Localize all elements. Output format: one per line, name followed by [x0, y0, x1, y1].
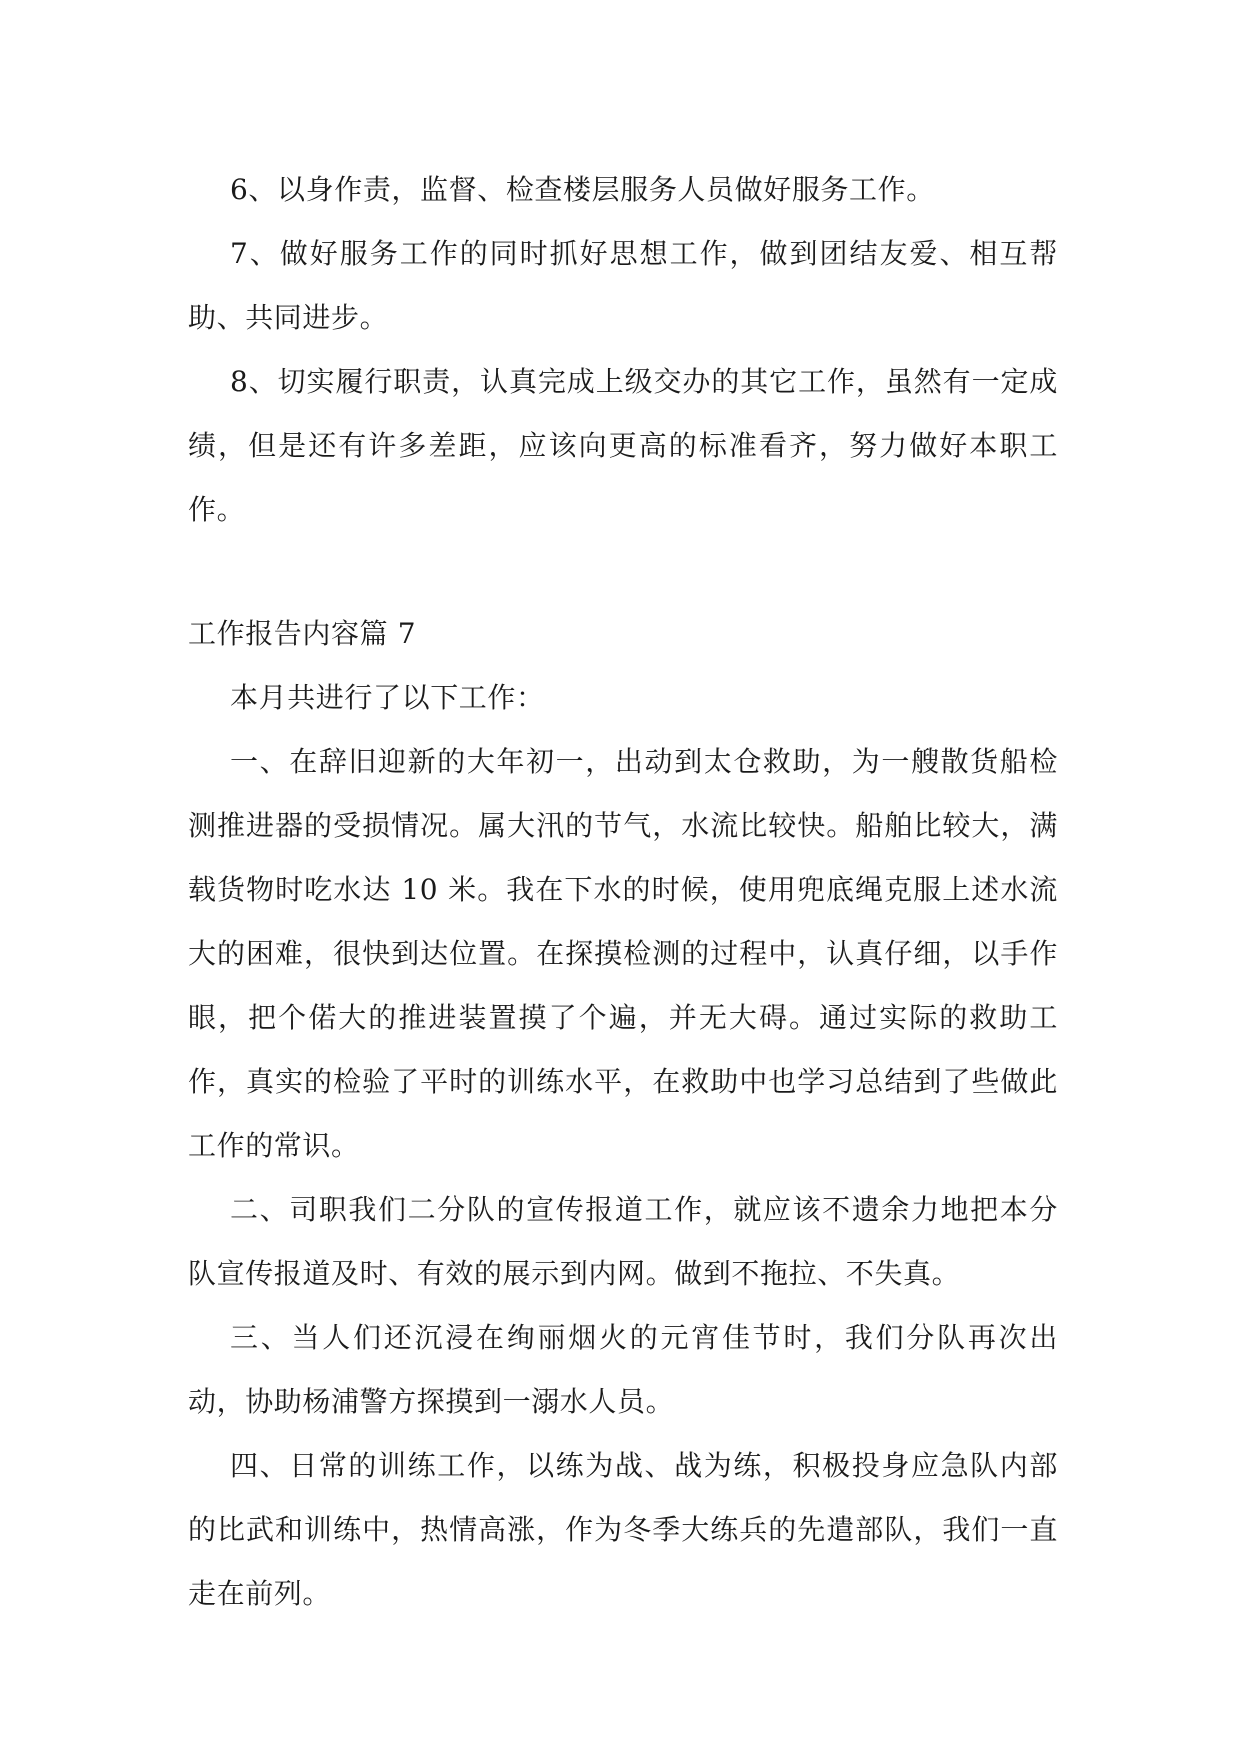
paragraph-item-7: 7、做好服务工作的同时抓好思想工作，做到团结友爱、相互帮助、共同进步。 [188, 237, 1058, 334]
document-page [188, 158, 1058, 1626]
paragraph-work-4: 四、日常的训练工作，以练为战、战为练，积极投身应急队内部的比武和训练中，热情高涨，作为冬季大练兵的先遣部队，我们一直走在前列。 [188, 1449, 1058, 1610]
paragraph-work-1: 一、在辞旧迎新的大年初一，出动到太仓救助，为一艘散货船检测推进器的受损情况。属大汛的节气，水流比较快。船舶比较大，满载货物时吃水达 10 米。我在下水的时候，使用兜底绳克服上述水流大的困难，很快到达位置。在探摸检测的过程中，认真仔细，以手作眼，把个偌大的推进装置摸了个遍，并无大碍。通过实际的救助工作，真实的检验了平时的训练水平，在救助中也学习总结到了些做此工作的常识。 [188, 745, 1058, 1162]
paragraph-item-8: 8、切实履行职责，认真完成上级交办的其它工作，虽然有一定成绩，但是还有许多差距，应该向更高的标准看齐，努力做好本职工作。 [188, 365, 1058, 526]
section-heading: 工作报告内容篇 7 [188, 617, 417, 650]
paragraph-work-3: 三、当人们还沉浸在绚丽烟火的元宵佳节时，我们分队再次出动，协助杨浦警方探摸到一溺水人员。 [188, 1321, 1058, 1418]
paragraph-item-6: 6、以身作责，监督、检查楼层服务人员做好服务工作。 [230, 173, 935, 206]
paragraph-work-2: 二、司职我们二分队的宣传报道工作，就应该不遗余力地把本分队宣传报道及时、有效的展示到内网。做到不拖拉、不失真。 [188, 1193, 1058, 1290]
paragraph-intro: 本月共进行了以下工作： [230, 681, 545, 714]
